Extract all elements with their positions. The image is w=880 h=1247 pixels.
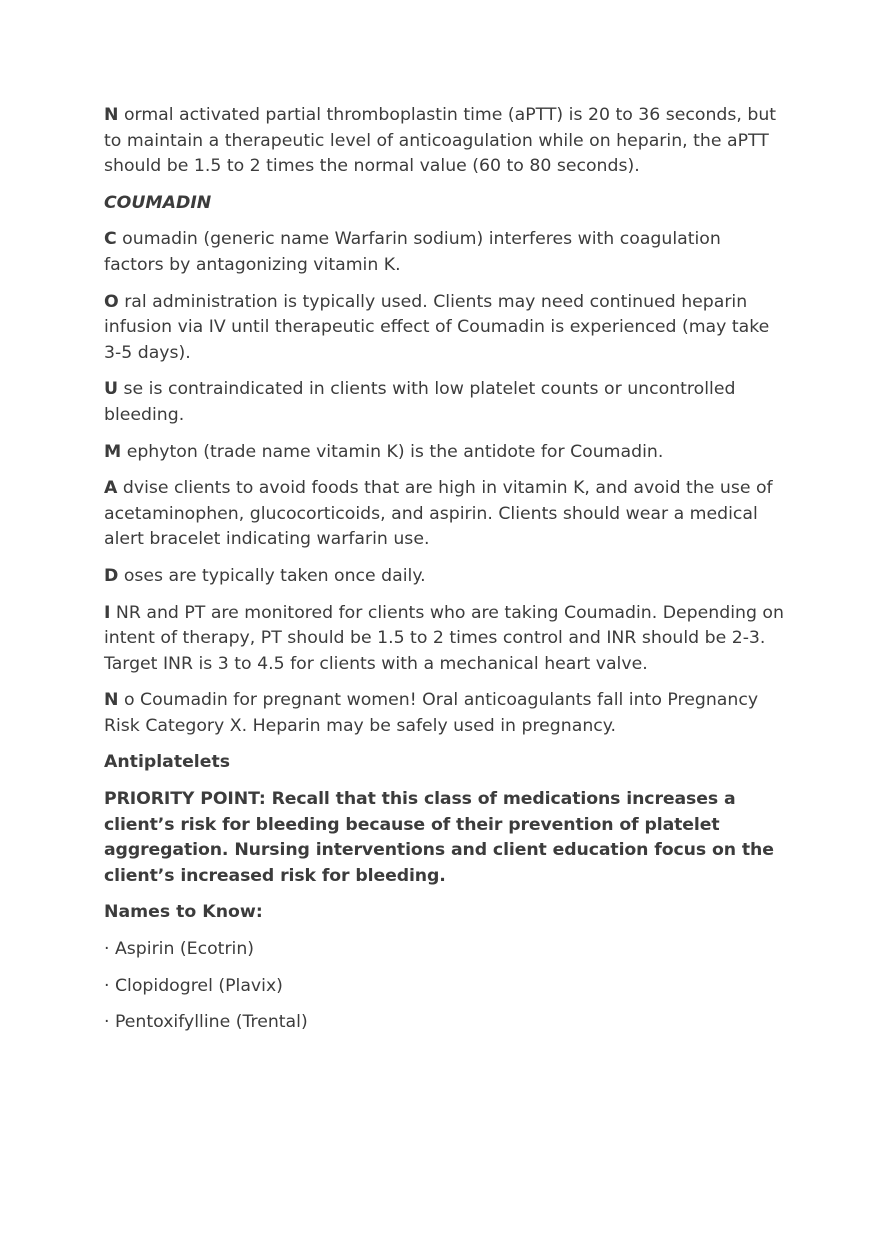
paragraph-initial: D [104,565,119,586]
paragraph-text: dvise clients to avoid foods that are high in vitamin K, and avoid the use of acetaminophen, glucocorticoids, and aspirin. Clients should wear a medical alert bracelet indicating warfarin use. [104,478,773,550]
aptt-paragraph [104,103,784,180]
coumadin-item-d [104,564,784,590]
list-item: · Pentoxifylline (Trental) [104,1012,308,1033]
paragraph-initial: C [104,229,117,250]
coumadin-item-i [104,601,784,678]
names-to-know-heading: Names to Know: [104,902,263,923]
paragraph-text: se is contraindicated in clients with low platelet counts or uncontrolled bleeding. [104,379,736,425]
coumadin-item-a [104,476,784,553]
antiplatelets-heading: Antiplatelets [104,752,230,773]
priority-point: PRIORITY POINT: Recall that this class of medications increases a client’s risk for bleeding because of their prevention of platelet aggregation. Nursing interventions and client education focus on the client’s increased risk for bleeding. [104,789,774,886]
coumadin-item-o [104,290,784,367]
paragraph-initial: O [104,291,119,312]
list-item: · Aspirin (Ecotrin) [104,939,255,960]
paragraph-initial: U [104,379,119,400]
paragraph-initial: N [104,105,119,125]
paragraph-initial: M [104,441,122,462]
paragraph-text: oses are typically taken once daily. [118,565,426,586]
list-item: · Clopidogrel (Plavix) [104,975,283,996]
paragraph-text: o Coumadin for pregnant women! Oral anticoagulants fall into Pregnancy Risk Category X. Heparin may be safely used in pregnancy. [104,690,759,736]
coumadin-item-u [104,377,784,428]
paragraph-initial: A [104,478,118,499]
coumadin-heading: COUMADIN [104,192,212,213]
paragraph-text: ephyton (trade name vitamin K) is the antidote for Coumadin. [121,441,664,462]
paragraph-text: NR and PT are monitored for clients who are taking Coumadin. Depending on intent of therapy, PT should be 1.5 to 2 times control and INR should be 2-3. Target INR is 3 to 4.5 for clients with a mechanical heart valve. [104,602,784,674]
paragraph-initial: I [104,602,111,623]
coumadin-item-c [104,227,784,278]
coumadin-item-n [104,688,784,739]
paragraph-text: ral administration is typically used. Clients may need continued heparin infusion via IV until therapeutic effect of Coumadin is experienced (may take 3-5 days). [104,291,770,363]
coumadin-item-m [104,440,784,466]
document-page [104,103,784,1047]
paragraph-text: ormal activated partial thromboplastin time (aPTT) is 20 to 36 seconds, but to maintain a therapeutic level of anticoagulation while on heparin, the aPTT should be 1.5 to 2 times the normal value (60 to 80 seconds). [104,105,777,177]
paragraph-text: oumadin (generic name Warfarin sodium) interferes with coagulation factors by antagonizing vitamin K. [104,229,721,275]
paragraph-initial: N [104,690,119,711]
